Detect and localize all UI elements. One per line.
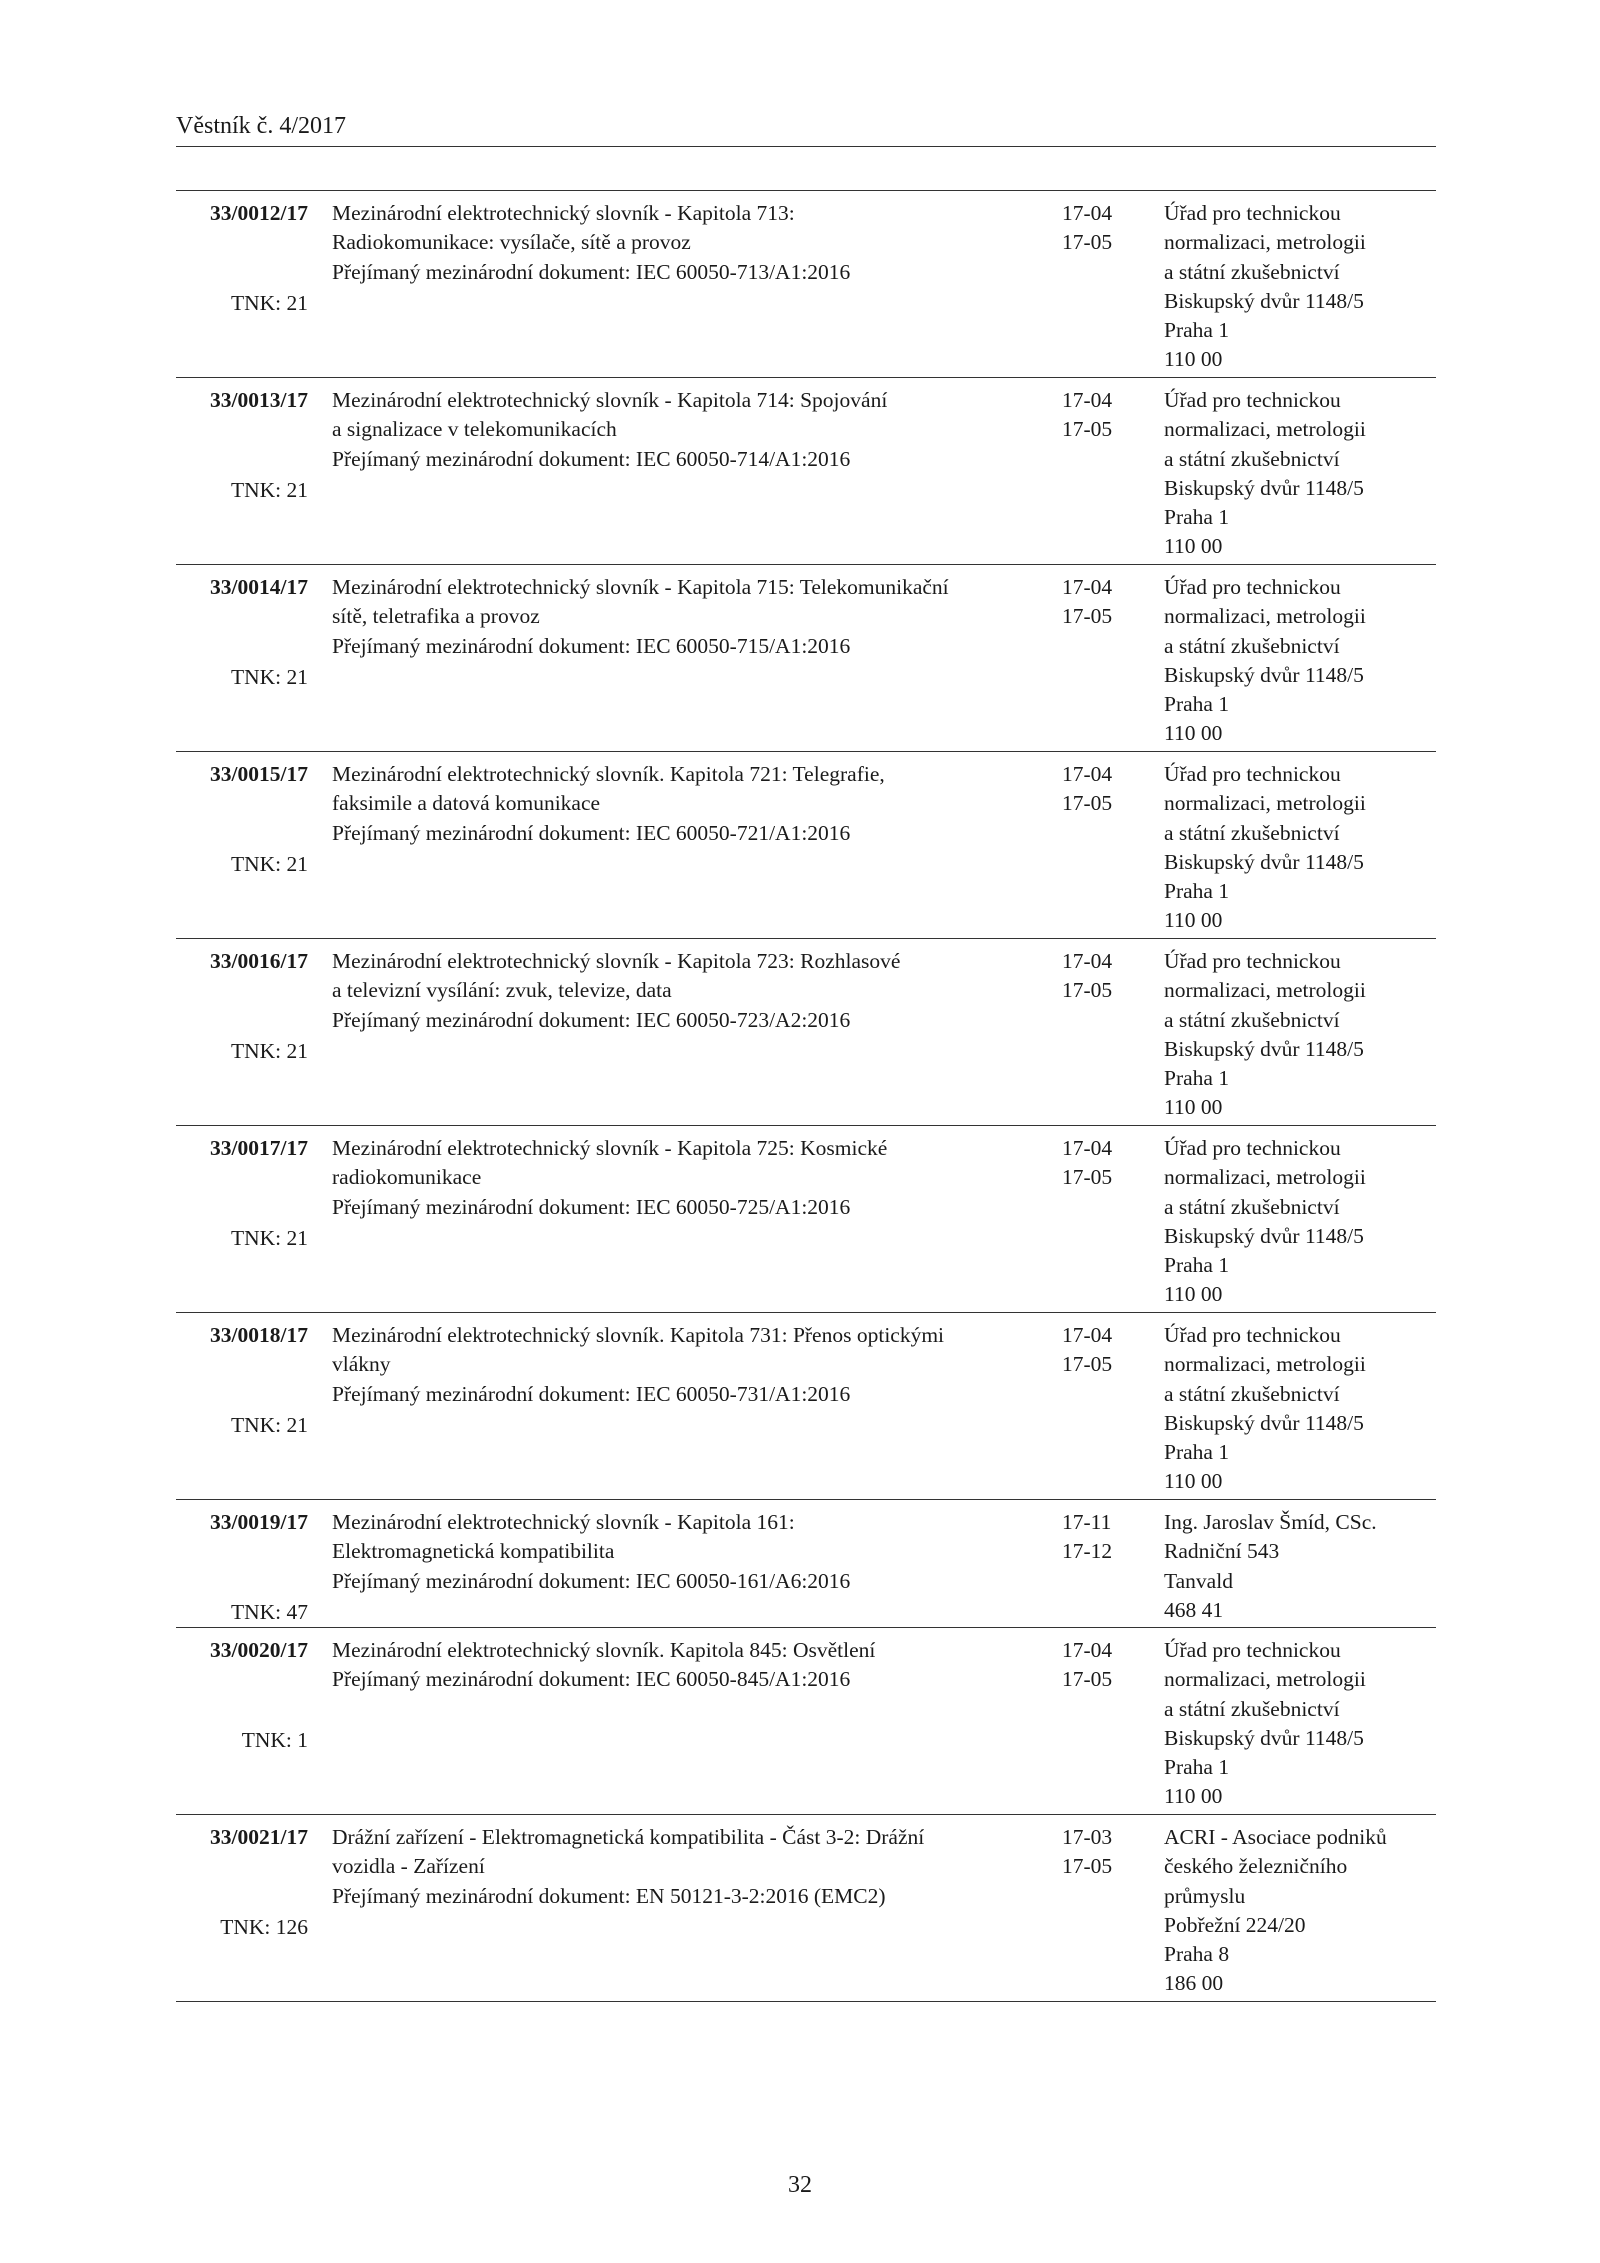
entry-date: 17-04 [1062,1136,1113,1160]
entry-address [1164,386,1436,562]
entry-date: 17-05 [1062,230,1113,255]
entry-address-line: normalizaci, metrologii [1164,1352,1366,1377]
table-row [176,752,1436,939]
entry-tnk: TNK: 126 [220,1915,308,1939]
entry-description-line: Přejímaný mezinárodní dokument: IEC 60050-723/A2:2016 [332,1007,851,1032]
entry-tnk: TNK: 21 [230,1226,308,1250]
entry-address-line: 110 00 [1164,1469,1223,1494]
entry-description-line: a televizní vysílání: zvuk, televize, data [332,978,672,1003]
table-row [176,1126,1436,1313]
entry-address-line: a státní zkušebnictví [1164,1007,1340,1032]
entry-description-line: Přejímaný mezinárodní dokument: IEC 60050-714/A1:2016 [332,446,851,471]
entry-code: 33/0020/17 [210,1638,308,1662]
page-header-title: Věstník č. 4/2017 [176,113,346,139]
entry-address-line: Biskupský dvůr 1148/5 [1164,288,1364,313]
entry-tnk: TNK: 21 [230,291,308,315]
entry-address-line: Praha 1 [1164,1253,1230,1278]
entry-description-line: Přejímaný mezinárodní dokument: IEC 60050-845/A1:2016 [332,1667,851,1692]
entry-address-line: 110 00 [1164,347,1223,372]
entry-description-line: Přejímaný mezinárodní dokument: EN 50121-3-2:2016 (EMC2) [332,1883,886,1908]
entry-code: 33/0014/17 [210,575,308,599]
entry-address-line: Praha 1 [1164,505,1230,530]
entry-date: 17-12 [1062,1539,1113,1564]
entry-address-line: Praha 1 [1164,1440,1230,1465]
entry-dates [1062,1508,1152,1567]
entry-date: 17-05 [1062,978,1113,1003]
entry-description-line: Mezinárodní elektrotechnický slovník. Kapitola 845: Osvětlení [332,1638,876,1662]
entry-description-line: radiokomunikace [332,1165,482,1190]
entry-tnk: TNK: 21 [230,1039,308,1063]
entry-description-line: Přejímaný mezinárodní dokument: IEC 60050-731/A1:2016 [332,1381,851,1406]
entry-date: 17-04 [1062,949,1113,973]
entry-description-line: Mezinárodní elektrotechnický slovník - Kapitola 714: Spojování [332,388,888,412]
entry-address-line: Biskupský dvůr 1148/5 [1164,1223,1364,1248]
entry-date: 17-04 [1062,575,1113,599]
entry-dates [1062,199,1152,258]
table-row [176,378,1436,565]
entry-tnk: TNK: 21 [230,478,308,502]
entry-address-line: Tanvald [1164,1568,1233,1593]
entry-address-line: 110 00 [1164,1282,1223,1307]
table-row [176,1500,1436,1628]
entry-address-line: Úřad pro technickou [1164,575,1341,599]
entry-description-line: Mezinárodní elektrotechnický slovník - Kapitola 715: Telekomunikační [332,575,949,599]
entry-address-line: Úřad pro technickou [1164,949,1341,973]
entry-description-line: Elektromagnetická kompatibilita [332,1539,615,1564]
entry-description-line: sítě, teletrafika a provoz [332,604,540,629]
entry-date: 17-05 [1062,1854,1113,1879]
entry-address-line: normalizaci, metrologii [1164,978,1366,1003]
entry-description-line: Mezinárodní elektrotechnický slovník. Kapitola 721: Telegrafie, [332,762,885,786]
entry-address-line: Praha 1 [1164,1755,1230,1780]
entry-date: 17-05 [1062,417,1113,442]
entry-date: 17-04 [1062,1323,1113,1347]
entry-address-line: Praha 8 [1164,1942,1230,1967]
table-row [176,939,1436,1126]
entry-date: 17-04 [1062,388,1113,412]
entry-code-cell [176,386,308,564]
entry-address-line: českého železničního [1164,1854,1348,1879]
entry-address-line: Praha 1 [1164,879,1230,904]
entry-tnk: TNK: 21 [230,665,308,689]
entry-description-line: Přejímaný mezinárodní dokument: IEC 60050-715/A1:2016 [332,633,851,658]
table-row [176,1628,1436,1815]
entry-tnk: TNK: 1 [241,1728,308,1752]
entry-description-line: Mezinárodní elektrotechnický slovník - Kapitola 723: Rozhlasové [332,949,901,973]
entry-date: 17-05 [1062,791,1113,816]
entry-address [1164,947,1436,1123]
entry-address-line: Úřad pro technickou [1164,1323,1341,1347]
entry-date: 17-05 [1062,1667,1113,1692]
entry-address-line: 110 00 [1164,1095,1223,1120]
entry-address-line: normalizaci, metrologii [1164,1667,1366,1692]
table-row [176,565,1436,752]
entry-code-cell [176,1823,308,2001]
entry-tnk: TNK: 21 [230,852,308,876]
entry-description-line: vlákny [332,1352,391,1377]
entry-dates [1062,1823,1152,1882]
table-row [176,191,1436,378]
entry-date: 17-04 [1062,1638,1113,1662]
entry-code: 33/0012/17 [210,201,308,225]
entry-address-line: Úřad pro technickou [1164,1136,1341,1160]
entry-description-line: Mezinárodní elektrotechnický slovník - Kapitola 713: [332,201,795,225]
entry-date: 17-05 [1062,604,1113,629]
entry-address-line: 110 00 [1164,534,1223,559]
entry-dates [1062,947,1152,1006]
entry-address [1164,573,1436,749]
entry-address-line: 110 00 [1164,721,1223,746]
entry-address [1164,1636,1436,1812]
entry-code-cell [176,1508,308,1627]
table-row [176,1313,1436,1500]
entry-code: 33/0018/17 [210,1323,308,1347]
entry-description-line: Radiokomunikace: vysílače, sítě a provoz [332,230,691,255]
entry-address-line: průmyslu [1164,1883,1246,1908]
entry-code: 33/0016/17 [210,949,308,973]
entry-date: 17-03 [1062,1825,1113,1849]
entry-dates [1062,1134,1152,1193]
entry-address [1164,760,1436,936]
entry-address-line: Biskupský dvůr 1148/5 [1164,475,1364,500]
entry-address-line: a státní zkušebnictví [1164,820,1340,845]
entry-code-cell [176,573,308,751]
entry-address-line: normalizaci, metrologii [1164,791,1366,816]
entry-address-line: Úřad pro technickou [1164,762,1341,786]
entry-address-line: Biskupský dvůr 1148/5 [1164,849,1364,874]
entry-dates [1062,573,1152,632]
entry-address-line: a státní zkušebnictví [1164,633,1340,658]
entry-code: 33/0013/17 [210,388,308,412]
entry-code-cell [176,1321,308,1499]
entry-address-line: 110 00 [1164,908,1223,933]
entry-address-line: Úřad pro technickou [1164,201,1341,225]
entry-address [1164,1321,1436,1497]
entry-date: 17-11 [1062,1510,1112,1534]
entry-date: 17-05 [1062,1165,1113,1190]
entry-description-line: Přejímaný mezinárodní dokument: IEC 60050-721/A1:2016 [332,820,851,845]
entry-dates [1062,1636,1152,1695]
entry-address-line: Úřad pro technickou [1164,388,1341,412]
entry-address-line: a státní zkušebnictví [1164,1194,1340,1219]
entry-code-cell [176,1134,308,1312]
entry-description-line: vozidla - Zařízení [332,1854,485,1879]
entry-address-line: Praha 1 [1164,1066,1230,1091]
entry-address [1164,1134,1436,1310]
entry-address-line: a státní zkušebnictví [1164,1381,1340,1406]
entry-address-line: Biskupský dvůr 1148/5 [1164,1725,1364,1750]
entry-code-cell [176,947,308,1125]
entry-description-line: Mezinárodní elektrotechnický slovník - Kapitola 725: Kosmické [332,1136,888,1160]
entry-address-line: Biskupský dvůr 1148/5 [1164,1036,1364,1061]
entry-description-line: Přejímaný mezinárodní dokument: IEC 60050-725/A1:2016 [332,1194,851,1219]
entry-description-line: Mezinárodní elektrotechnický slovník. Kapitola 731: Přenos optickými [332,1323,945,1347]
entry-address-line: a státní zkušebnictví [1164,446,1340,471]
entry-address-line: normalizaci, metrologii [1164,1165,1366,1190]
entry-address-line: normalizaci, metrologii [1164,230,1366,255]
entry-tnk: TNK: 21 [230,1413,308,1437]
entry-address-line: normalizaci, metrologii [1164,604,1366,629]
entry-tnk: TNK: 47 [230,1600,308,1624]
entry-address-line: 468 41 [1164,1597,1224,1622]
entry-address-line: Praha 1 [1164,318,1230,343]
entry-address-line: Ing. Jaroslav Šmíd, CSc. [1164,1510,1377,1534]
entry-description-line: Přejímaný mezinárodní dokument: IEC 60050-713/A1:2016 [332,259,851,284]
entry-code-cell [176,199,308,377]
entry-address-line: Úřad pro technickou [1164,1638,1341,1662]
entry-date: 17-04 [1062,201,1113,225]
entry-address [1164,1508,1436,1625]
entry-address [1164,1823,1436,1999]
entry-address-line: normalizaci, metrologii [1164,417,1366,442]
entry-dates [1062,1321,1152,1380]
entry-code: 33/0015/17 [210,762,308,786]
entry-address-line: Biskupský dvůr 1148/5 [1164,1410,1364,1435]
entry-date: 17-05 [1062,1352,1113,1377]
entry-dates [1062,386,1152,445]
entry-address-line: Pobřežní 224/20 [1164,1912,1306,1937]
entry-code-cell [176,1636,308,1814]
entry-address-line: a státní zkušebnictví [1164,259,1340,284]
entry-address-line: 186 00 [1164,1971,1224,1996]
entry-address-line: Praha 1 [1164,692,1230,717]
entry-code: 33/0017/17 [210,1136,308,1160]
entry-date: 17-04 [1062,762,1113,786]
page-number: 32 [788,2172,812,2198]
entry-code: 33/0021/17 [210,1825,308,1849]
table-row [176,1815,1436,2002]
entry-address-line: Radniční 543 [1164,1539,1280,1564]
entry-address-line: a státní zkušebnictví [1164,1696,1340,1721]
entry-code-cell [176,760,308,938]
entry-address-line: Biskupský dvůr 1148/5 [1164,662,1364,687]
entry-description-line: Mezinárodní elektrotechnický slovník - Kapitola 161: [332,1510,795,1534]
entry-description-line: faksimile a datová komunikace [332,791,601,816]
entry-address-line: ACRI - Asociace podniků [1164,1825,1387,1849]
entries-table [176,190,1436,2002]
entry-address-line: 110 00 [1164,1784,1223,1809]
entry-code: 33/0019/17 [210,1510,308,1534]
entry-description-line: a signalizace v telekomunikacích [332,417,617,442]
header-rule [176,146,1436,147]
entry-dates [1062,760,1152,819]
entry-address [1164,199,1436,375]
entry-description-line: Přejímaný mezinárodní dokument: IEC 60050-161/A6:2016 [332,1568,851,1593]
entry-description-line: Drážní zařízení - Elektromagnetická kompatibilita - Část 3-2: Drážní [332,1825,925,1849]
